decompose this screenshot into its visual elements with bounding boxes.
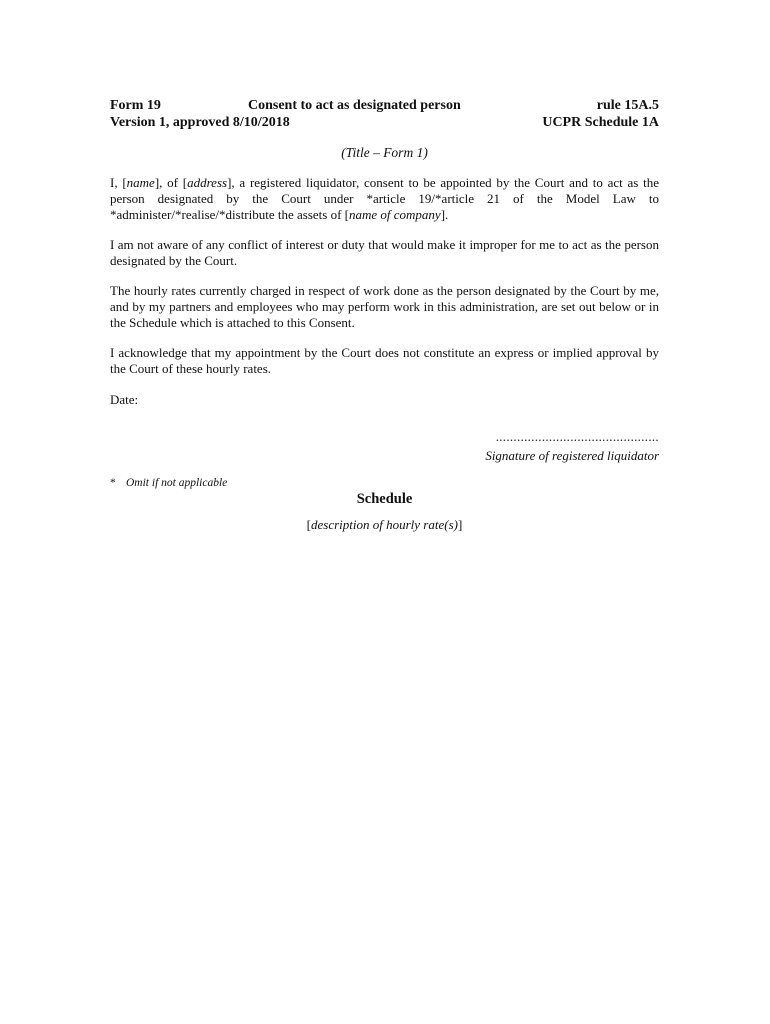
version-line: Version 1, approved 8/10/2018 bbox=[110, 115, 290, 130]
acknowledgement-paragraph: I acknowledge that my appointment by the Court does not constitute an express or implied approval by the Court of these hourly rates. bbox=[110, 345, 659, 376]
rule-reference: rule 15A.5 bbox=[596, 98, 659, 113]
company-placeholder: name of company bbox=[349, 207, 441, 222]
consent-paragraph: I, [name], of [address], a registered liquidator, consent to be appointed by the Court and to act as the person designated by the Court under *article 19/*article 21 of the Model Law to *administer/*realise/*distribute the assets of [name of company]. bbox=[110, 175, 659, 222]
header-row-2 bbox=[110, 115, 659, 132]
schedule-reference: UCPR Schedule 1A bbox=[542, 115, 659, 130]
document-page bbox=[110, 98, 659, 533]
name-placeholder: name bbox=[126, 175, 155, 190]
title-placeholder: (Title – Form 1) bbox=[341, 145, 428, 160]
conflict-paragraph: I am not aware of any conflict of interest or duty that would make it improper for me to act as the person designated by the Court. bbox=[110, 237, 659, 268]
footnote bbox=[110, 475, 659, 491]
hourly-rates-paragraph: The hourly rates currently charged in respect of work done as the person designated by the Court by me, and by my partners and employees who may perform work in this administration, are set out below or in the Schedule which is attached to this Consent. bbox=[110, 283, 659, 330]
footnote-text: Omit if not applicable bbox=[126, 477, 228, 489]
schedule-description: [description of hourly rate(s)] bbox=[306, 517, 463, 532]
date-label: Date: bbox=[110, 392, 139, 407]
form-title: Consent to act as designated person bbox=[248, 98, 461, 113]
address-placeholder: address bbox=[187, 175, 228, 190]
schedule-title: Schedule bbox=[356, 491, 413, 507]
header-row-1 bbox=[110, 98, 659, 115]
form-number: Form 19 bbox=[110, 98, 161, 113]
signature-line: .............................................. bbox=[495, 429, 659, 444]
signature-label: Signature of registered liquidator bbox=[485, 448, 659, 463]
footnote-marker: * bbox=[110, 477, 116, 489]
